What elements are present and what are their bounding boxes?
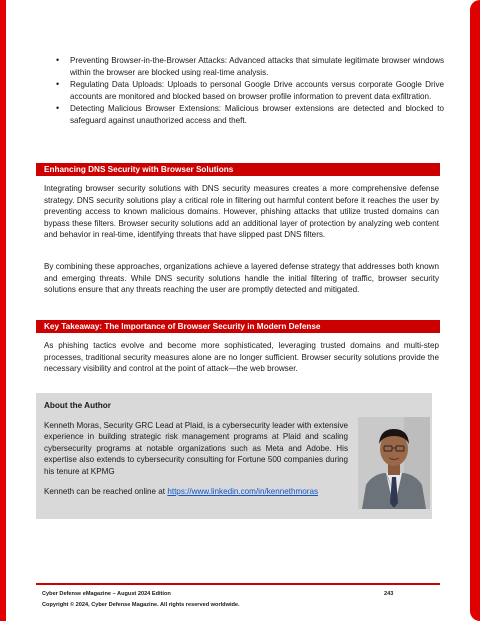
author-heading: About the Author [44, 401, 111, 410]
author-contact-prefix: Kenneth can be reached online at [44, 487, 168, 496]
footer-rule [36, 583, 440, 585]
author-linkedin-link[interactable]: https://www.linkedin.com/in/kennethmoras [167, 487, 319, 496]
page-edge-left [0, 0, 6, 621]
footer-page-number: 243 [384, 591, 394, 597]
author-box [36, 393, 432, 519]
bullet-item-bib: • Preventing Browser-in-the-Browser Attacks: Advanced attacks that simulate legitimate browser windows within the browser are blocked using real-time analysis. [54, 55, 444, 78]
author-contact [44, 486, 354, 497]
footer-edition: Cyber Defense eMagazine – August 2024 Edition [42, 591, 171, 597]
dns-paragraph-2: By combining these approaches, organizations achieve a layered defense strategy that addresses both known and emerging threats. While DNS security solutions handle the initial filtering of traffic, browser security solutions ensure that any threats reaching the user are promptly detected and mitigated. [44, 262, 439, 295]
bullet-item-data-uploads: • Regulating Data Uploads: Uploads to personal Google Drive accounts versus corporate Google Drive accounts are monitored and blocked based on browser profile information to prevent data exfiltration. [54, 79, 444, 102]
author-bio: Kenneth Moras, Security GRC Lead at Plaid, is a cybersecurity leader with extensive experience in building strategic risk management programs at Plaid and scaling cybersecurity programs at notable organizations such as Meta and Adobe. His expertise also extends to cybersecurity consulting for Fortune 500 companies during his tenure at KPMG [44, 421, 348, 476]
bullet-item-extensions: • Detecting Malicious Browser Extensions: Malicious browser extensions are detected and blocked to safeguard against unauthorized access and theft. [54, 103, 444, 126]
dns-section-heading: Enhancing DNS Security with Browser Solutions [36, 163, 440, 176]
author-photo [358, 417, 430, 509]
takeaway-section-heading: Key Takeaway: The Importance of Browser Security in Modern Defense [36, 320, 440, 333]
footer-copyright: Copyright © 2024, Cyber Defense Magazine. All rights reserved worldwide. [42, 602, 240, 608]
takeaway-paragraph: As phishing tactics evolve and become more sophisticated, leveraging trusted domains and multi-step processes, traditional security measures alone are no longer sufficient. Browser security solutions provide the necessary visibility and control at the point of attack—the web browser. [44, 341, 439, 374]
bullet-list [54, 55, 444, 128]
page-edge-right [470, 0, 480, 621]
dns-paragraph-1: Integrating browser security solutions with DNS security measures creates a more comprehensive defense strategy. DNS security solutions play a critical role in filtering out harmful content before it reaches the user by preventing access to known malicious domains. However, phishing attacks that utilize trusted domains can bypass these filters. Browser security solutions add an additional layer of protection by analyzing web content and behavior in real-time, identifying threats that have slipped past DNS filters. [44, 184, 439, 240]
